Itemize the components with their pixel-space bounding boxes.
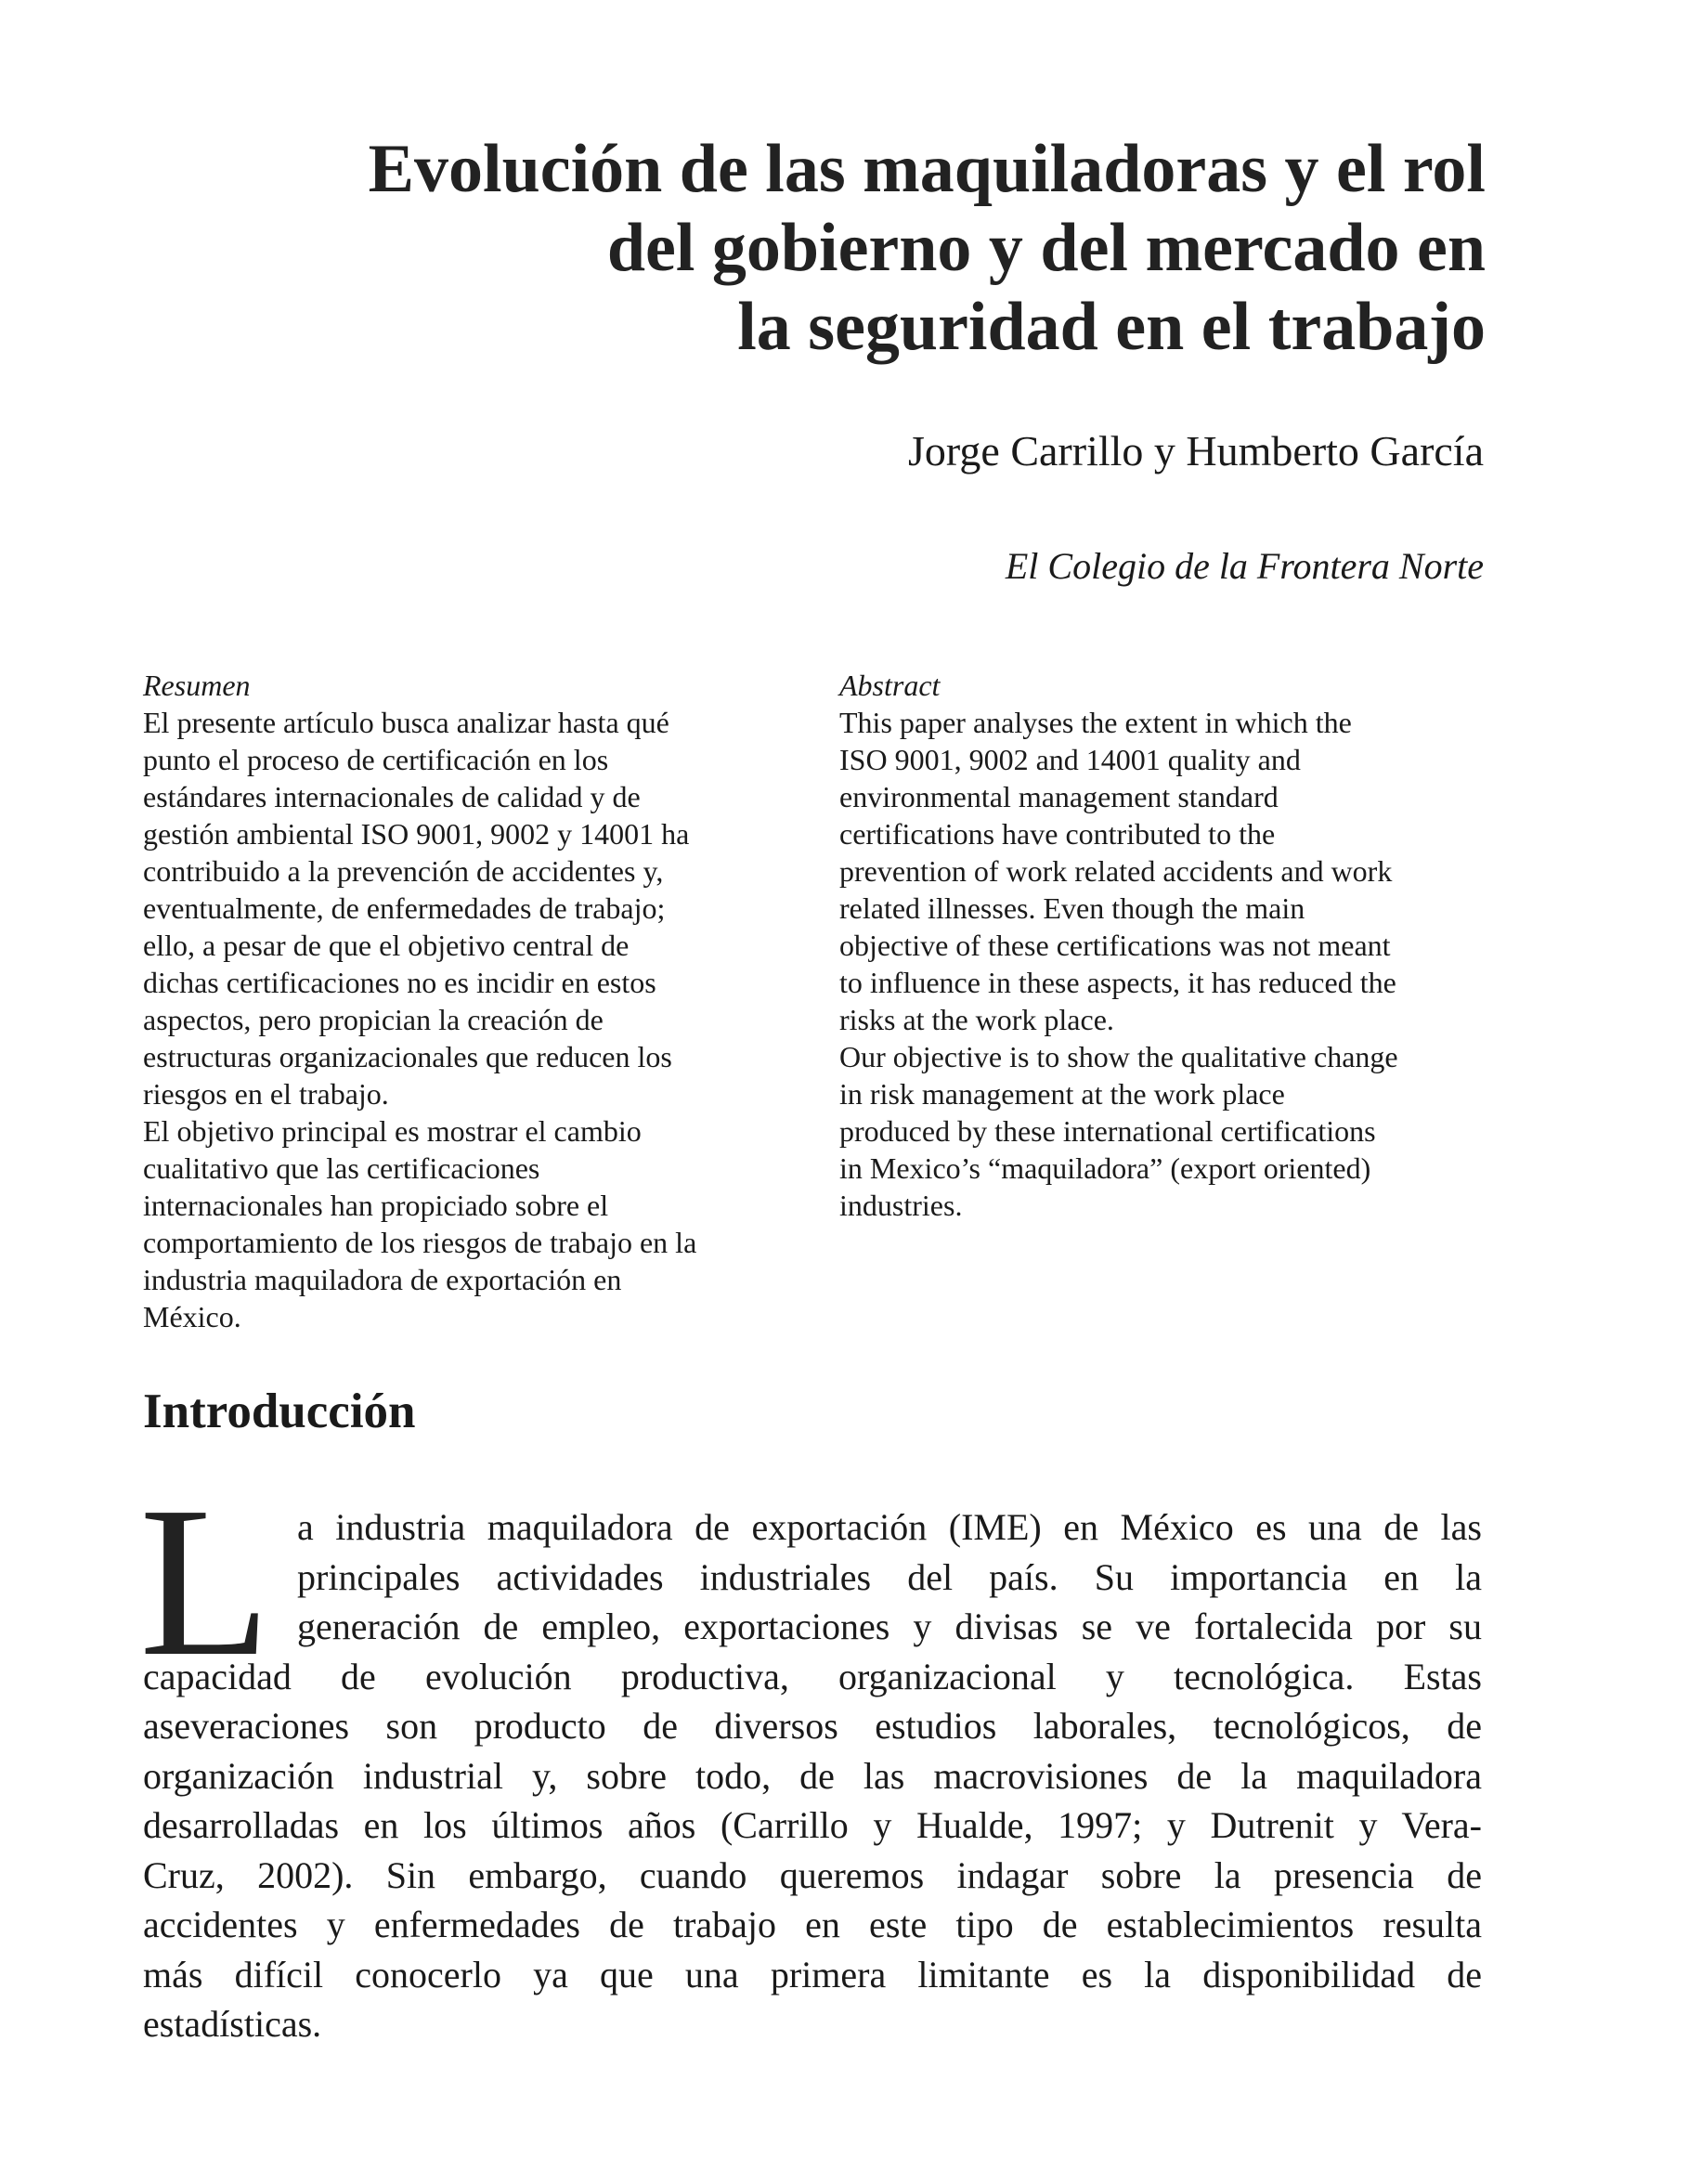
- resumen-line: eventualmente, de enfermedades de trabajo;: [143, 891, 666, 925]
- resumen-line: El objetivo principal es mostrar el cambio: [143, 1114, 642, 1148]
- abstract-line: Our objective is to show the qualitative change: [839, 1040, 1398, 1073]
- abstract-column: [839, 667, 1489, 1224]
- resumen-line: comportamiento de los riesgos de trabajo en la: [143, 1226, 697, 1259]
- body-line: Cruz, 2002). Sin embargo, cuando queremos indagar sobre la presencia de: [143, 1853, 1482, 1896]
- abstract-line: in risk management at the work place: [839, 1077, 1285, 1111]
- body-line: desarrolladas en los últimos años (Carrillo y Hualde, 1997; y Dutrenit y Vera-: [143, 1804, 1482, 1846]
- body-line: a industria maquiladora de exportación (IME) en México es una de las: [297, 1506, 1482, 1548]
- abstract-line: in Mexico’s “maquiladora” (export oriented): [839, 1151, 1371, 1185]
- resumen-line: punto el proceso de certificación en los: [143, 743, 609, 776]
- resumen-line: dichas certificaciones no es incidir en estos: [143, 966, 656, 999]
- body-line: organización industrial y, sobre todo, de las macrovisiones de la maquiladora: [143, 1754, 1482, 1797]
- resumen-line: El presente artículo busca analizar hasta qué: [143, 706, 669, 739]
- resumen-line: contribuido a la prevención de accidentes y,: [143, 854, 664, 888]
- resumen-line: industria maquiladora de exportación en: [143, 1263, 622, 1296]
- section-heading-introduccion: Introducción: [143, 1384, 416, 1438]
- paper-title: [186, 130, 1486, 367]
- body-line: más difícil conocerlo ya que una primera limitante es la disponibilidad de: [143, 1953, 1482, 1996]
- abstract-line: This paper analyses the extent in which the: [839, 706, 1352, 739]
- resumen-column: [143, 667, 793, 1335]
- abstract-line: certifications have contributed to the: [839, 817, 1276, 851]
- resumen-line: cualitativo que las certificaciones: [143, 1151, 540, 1185]
- title-line: Evolución de las maquiladoras y el rol: [368, 131, 1486, 207]
- abstract-line: ISO 9001, 9002 and 14001 quality and: [839, 743, 1301, 776]
- resumen-line: riesgos en el trabajo.: [143, 1077, 389, 1111]
- resumen-heading: Resumen: [143, 669, 251, 702]
- abstract-line: environmental management standard: [839, 780, 1279, 813]
- body-line: estadísticas.: [143, 2003, 322, 2045]
- abstract-line: risks at the work place.: [839, 1003, 1114, 1036]
- resumen-line: estándares internacionales de calidad y de: [143, 780, 641, 813]
- resumen-line: ello, a pesar de que el objetivo central de: [143, 929, 630, 962]
- resumen-line: estructuras organizacionales que reducen los: [143, 1040, 672, 1073]
- abstract-line: to influence in these aspects, it has reduced the: [839, 966, 1396, 999]
- title-line: del gobierno y del mercado en: [606, 210, 1486, 286]
- resumen-line: aspectos, pero propician la creación de: [143, 1003, 604, 1036]
- abstract-line: objective of these certifications was not meant: [839, 929, 1391, 962]
- resumen-line: México.: [143, 1300, 241, 1333]
- abstract-line: prevention of work related accidents and work: [839, 854, 1393, 888]
- introduccion-paragraph: [143, 1502, 1482, 2049]
- resumen-line: internacionales han propiciado sobre el: [143, 1189, 609, 1222]
- resumen-line: gestión ambiental ISO 9001, 9002 y 14001 ha: [143, 817, 690, 851]
- body-line: generación de empleo, exportaciones y divisas se ve fortalecida por su: [297, 1606, 1482, 1647]
- title-line: la seguridad en el trabajo: [737, 289, 1486, 365]
- drop-cap: L: [139, 1462, 271, 1701]
- abstract-heading: Abstract: [839, 669, 941, 702]
- body-line: aseveraciones son producto de diversos estudios laborales, tecnológicos, de: [143, 1705, 1482, 1747]
- authors: Jorge Carrillo y Humberto García: [908, 427, 1484, 474]
- body-line: accidentes y enfermedades de trabajo en este tipo de establecimientos resulta: [143, 1904, 1482, 1945]
- affiliation: El Colegio de la Frontera Norte: [1005, 545, 1484, 587]
- body-line: principales actividades industriales del país. Su importancia en la: [297, 1555, 1482, 1598]
- body-line: capacidad de evolución productiva, organizacional y tecnológica. Estas: [143, 1655, 1482, 1697]
- abstract-line: related illnesses. Even though the main: [839, 891, 1305, 925]
- abstract-line: industries.: [839, 1189, 963, 1222]
- abstract-line: produced by these international certifications: [839, 1114, 1376, 1148]
